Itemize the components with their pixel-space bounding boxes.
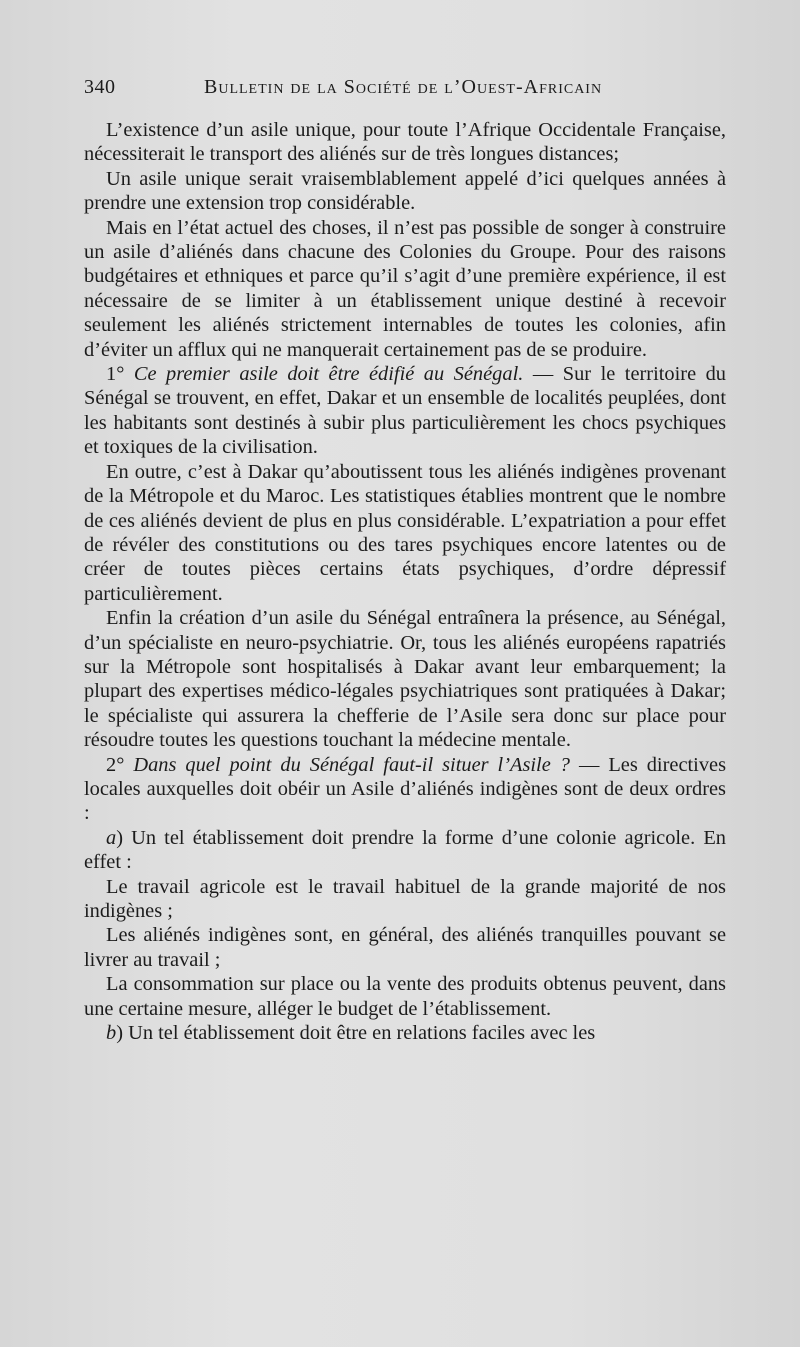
body-text <box>84 118 726 1045</box>
paragraph: Enfin la création d’un asile du Sénégal entraînera la présence, au Sénégal, d’un spécialiste en neuro-psychiatrie. Or, tous les aliénés européens rapatriés sur la Métropole sont hospitalisés à Dakar avant leur embarquement; la plupart des expertises médico-légales psychiatriques sont pratiquées à Dakar; le spécialiste qui assurera la chefferie de l’Asile sera donc sur place pour résoudre toutes les questions touchant la médecine mentale. <box>84 607 726 752</box>
paragraph: L’existence d’un asile unique, pour toute l’Afrique Occidentale Française, nécessiterait le transport des aliénés sur de très longues distances; <box>84 119 726 166</box>
page-header <box>84 76 720 104</box>
list-item: b) Un tel établissement doit être en relations faciles avec les <box>106 1022 596 1045</box>
page-number: 340 <box>84 76 116 98</box>
paragraph: En outre, c’est à Dakar qu’aboutissent tous les aliénés indigènes provenant de la Métropole et du Maroc. Les statistiques établies montrent que le nombre de ces aliénés devient de plus en plus considérable. L’expatriation a pour effet de révéler des constitutions ou des tares psychiques encore latentes ou de créer de toutes pièces certains états psychiques, d’ordre dépressif particulièrement. <box>84 460 726 605</box>
running-head: Bulletin de la Société de l’Ouest-Africain <box>204 76 603 98</box>
paragraph: La consommation sur place ou la vente des produits obtenus peuvent, dans une certaine mesure, alléger le budget de l’établissement. <box>84 973 726 1020</box>
section-paragraph: 1° Ce premier asile doit être édifié au Sénégal. — Sur le territoire du Sénégal se trouvent, en effet, Dakar et un ensemble de localités peuplées, dont les habitants sont destinés à subir plus particulièrement les chocs psychiques et toxiques de la civilisation. <box>84 363 727 459</box>
paragraph: Le travail agricole est le travail habituel de la grande majorité de nos indigènes ; <box>84 875 726 922</box>
paragraph: Les aliénés indigènes sont, en général, des aliénés tranquilles pouvant se livrer au travail ; <box>84 924 726 971</box>
section-heading: Dans quel point du Sénégal faut-il situer l’Asile ? <box>133 753 570 776</box>
paragraph: Mais en l’état actuel des choses, il n’est pas possible de songer à construire un asile d’aliénés dans chacune des Colonies du Groupe. Pour des raisons budgétaires et ethniques et parce qu’il s’agit d’une première expérience, il est nécessaire de se limiter à un établissement unique destiné à recevoir seulement les aliénés strictement internables de toutes les colonies, afin d’éviter un afflux qui ne manquerait certainement pas de se produire. <box>84 216 726 361</box>
list-item: a) Un tel établissement doit prendre la forme d’une colonie agricole. En effet : <box>84 826 726 874</box>
section-heading: Ce premier asile doit être édifié au Sénégal. <box>133 363 524 386</box>
paragraph: Un asile unique serait vraisemblablement appelé d’ici quelques années à prendre une extension trop considérable. <box>84 167 726 215</box>
section-paragraph: 2° Dans quel point du Sénégal faut-il situer l’Asile ? — Les directives locales auxquelles doit obéir un Asile d’aliénés indigènes sont de deux ordres : <box>84 753 727 825</box>
